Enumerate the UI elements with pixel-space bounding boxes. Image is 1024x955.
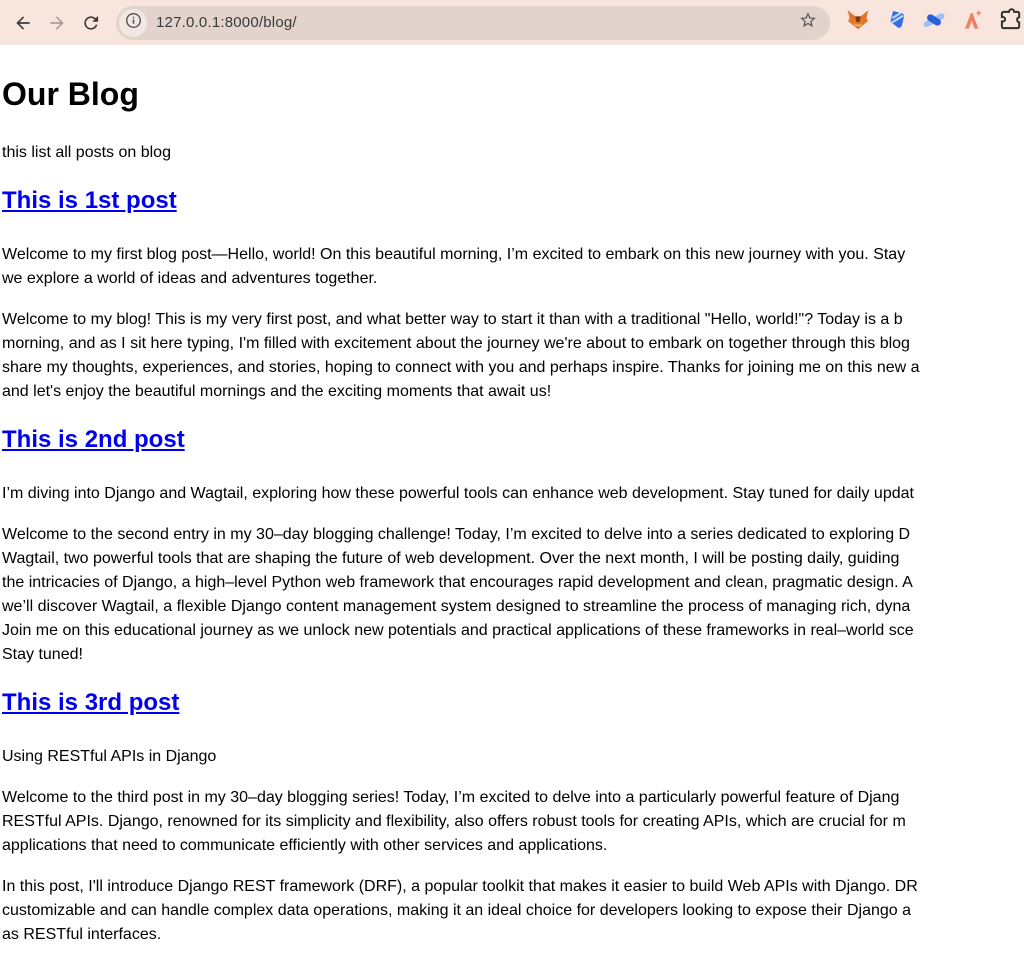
text-line: Using RESTful APIs in Django: [2, 748, 217, 765]
text-line: Join me on this educational journey as we unlock new potentials and practical applications of these frameworks in real–world sce: [2, 622, 914, 639]
text-line: we explore a world of ideas and adventures together.: [2, 270, 378, 287]
text-line: we’ll discover Wagtail, a flexible Django content management system designed to streamline the process of managing rich, dyna: [2, 598, 911, 615]
text-line: as RESTful interfaces.: [2, 926, 162, 943]
text-line: Welcome to my first blog post—Hello, world! On this beautiful morning, I’m excited to embark on this new journey with you. Stay: [2, 246, 906, 263]
post-2-link[interactable]: This is 2nd post: [2, 426, 185, 453]
forward-button[interactable]: [40, 6, 74, 40]
post-1-heading: [2, 187, 1024, 215]
reload-button[interactable]: [74, 6, 108, 40]
text-line: morning, and as I sit here typing, I'm filled with excitement about the journey we're about to embark on together through this blog: [2, 335, 910, 352]
post-3-heading: [2, 689, 1024, 717]
orange-a-extension-button[interactable]: [958, 9, 986, 37]
extensions-puzzle-icon: [997, 7, 1023, 38]
text-line: Welcome to my blog! This is my very first post, and what better way to start it than with a traditional "Hello, world!"? Today is a b: [2, 311, 903, 328]
text-line: Stay tuned!: [2, 646, 83, 663]
post-1-paragraph-1: [2, 243, 1024, 291]
bookmark-button[interactable]: [796, 11, 820, 35]
text-line: In this post, I'll introduce Django REST framework (DRF), a popular toolkit that makes it easier to build Web APIs with Django. DR: [2, 878, 918, 895]
forward-arrow-icon: [47, 13, 67, 33]
blog-post-2: [2, 426, 1024, 667]
text-line: applications that need to communicate efficiently with other services and applications.: [2, 837, 608, 854]
post-3-subtitle: [2, 745, 1024, 769]
blog-post-1: [2, 187, 1024, 404]
text-line: customizable and can handle complex data operations, making it an ideal choice for developers looking to expose their Django a: [2, 902, 911, 919]
post-1-paragraph-2: [2, 308, 1024, 404]
text-line: Wagtail, two powerful tools that are shaping the future of web development. Over the next month, I will be posting daily, guiding: [2, 550, 900, 567]
text-line: and let's enjoy the beautiful mornings and the exciting moments that await us!: [2, 383, 552, 400]
blog-page: [0, 75, 1024, 947]
post-3-link[interactable]: This is 3rd post: [2, 689, 180, 716]
post-3-paragraph-1: [2, 786, 1024, 858]
text-line: share my thoughts, experiences, and stories, hoping to connect with you and perhaps inspire. Thanks for joining me on this new a: [2, 359, 920, 376]
page-intro: this list all posts on blog: [2, 144, 171, 161]
metamask-fox-icon: [845, 7, 871, 38]
blog-post-3: [2, 689, 1024, 947]
bookmark-star-icon: [798, 10, 818, 35]
site-info-icon: [125, 12, 142, 34]
browser-toolbar: [0, 0, 1024, 45]
site-info-button[interactable]: [119, 9, 147, 37]
metamask-extension-button[interactable]: [844, 9, 872, 37]
reload-icon: [81, 13, 101, 33]
address-bar[interactable]: [116, 6, 830, 40]
post-3-paragraph-2: [2, 875, 1024, 947]
text-line: Welcome to the second entry in my 30–day blogging challenge! Today, I’m excited to delve into a series dedicated to exploring D: [2, 526, 911, 543]
text-line: Welcome to the third post in my 30–day blogging series! Today, I’m excited to delve into a particularly powerful feature of Djang: [2, 789, 900, 806]
blue-cross-extension-icon: [921, 7, 947, 38]
text-line: RESTful APIs. Django, renowned for its simplicity and flexibility, also offers robust tools for creating APIs, which are crucial for m: [2, 813, 906, 830]
post-1-link[interactable]: This is 1st post: [2, 187, 177, 214]
post-2-heading: [2, 426, 1024, 454]
back-button[interactable]: [6, 6, 40, 40]
page-title: Our Blog: [2, 76, 139, 112]
blue-cross-extension-button[interactable]: [920, 9, 948, 37]
post-2-paragraph-1: [2, 482, 1024, 506]
text-line: I’m diving into Django and Wagtail, exploring how these powerful tools can enhance web development. Stay tuned for daily updat: [2, 485, 914, 502]
post-2-paragraph-2: [2, 523, 1024, 667]
orange-a-extension-icon: [959, 7, 985, 38]
back-arrow-icon: [13, 13, 33, 33]
blue-ribbon-extension-icon: [884, 8, 908, 37]
blue-ribbon-extension-button[interactable]: [882, 9, 910, 37]
url-text[interactable]: 127.0.0.1:8000/blog/: [156, 14, 297, 31]
extensions-area: [844, 9, 1024, 37]
extensions-menu-button[interactable]: [996, 9, 1024, 37]
text-line: the intricacies of Django, a high–level Python web framework that encourages rapid development and clean, pragmatic design. A: [2, 574, 913, 591]
